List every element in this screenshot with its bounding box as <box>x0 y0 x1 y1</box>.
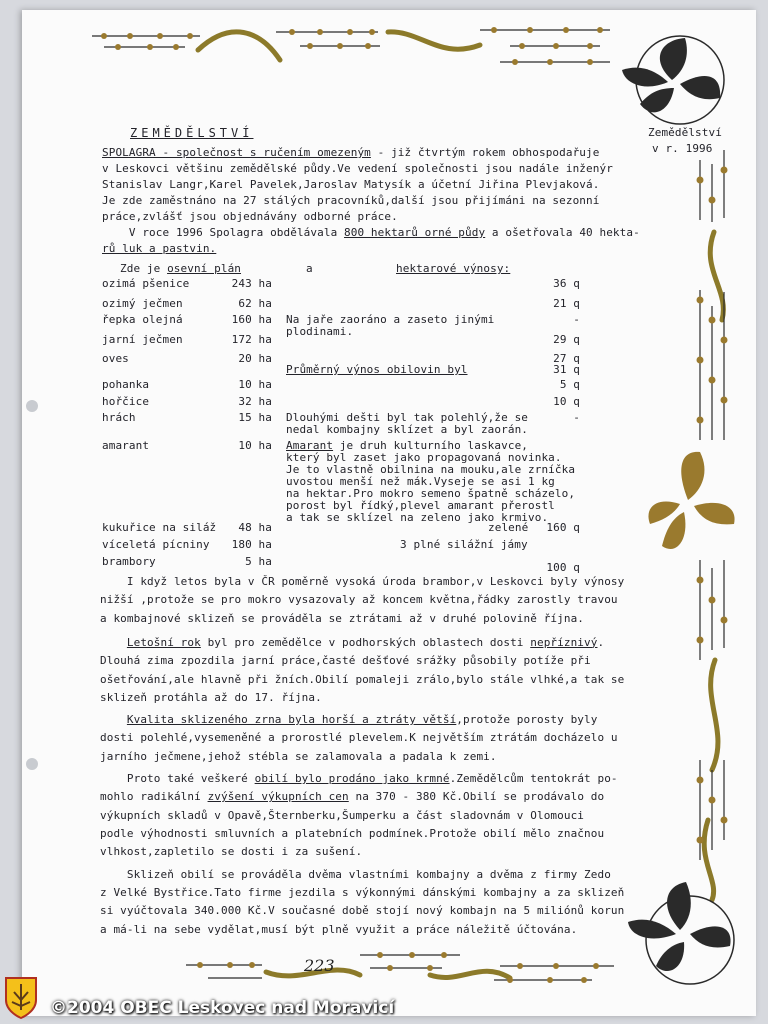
crop-note: Dlouhými dešti byl tak polehlý,že se <box>286 411 529 424</box>
text-run: Stanislav Langr,Karel Pavelek,Jaroslav Matysík a účetní Jiřina Plevjaková. <box>102 178 600 191</box>
text-run: . <box>597 635 605 649</box>
table-head-right: hektarové výnosy: <box>396 262 511 275</box>
crop-area: 10 ha <box>238 439 272 452</box>
text-run: jarního ječmene,jehož stébla se zalamovala a padala k zemi. <box>100 749 497 763</box>
crop-area: 180 ha <box>231 538 272 551</box>
text-line <box>100 593 618 606</box>
crop-yield: - <box>573 411 580 424</box>
text-run: ,protože porosty byly <box>456 713 598 726</box>
crop-yield: 36 q <box>553 277 580 290</box>
crop-note: Průměrný výnos obilovin byl <box>286 363 468 376</box>
text-line <box>100 845 362 858</box>
text-run: Letošní rok <box>126 635 201 649</box>
coat-of-arms-icon <box>4 976 38 1020</box>
text-line <box>100 790 604 803</box>
text-run: Kvalita sklizeného zrna byla horší a ztráty větší <box>126 713 457 726</box>
crop-name: jarní ječmen <box>102 333 183 346</box>
footer-copyright: ©2004 OBEC Leskovec nad Moravicí <box>50 998 395 1018</box>
text-run: a kombajnové sklizeň se prováděla se ztrátami až v druhé polovině října. <box>100 611 585 625</box>
crop-area: 15 ha <box>238 411 272 424</box>
crop-area: 10 ha <box>238 378 272 391</box>
text-line <box>100 827 604 840</box>
text-run: nepříznivý <box>530 635 598 649</box>
text-run: 800 hektarů orné půdy <box>344 226 486 239</box>
note-line: a tak se sklízel na zeleno jako krmivo. <box>286 511 549 524</box>
text-line <box>102 210 398 223</box>
crop-area: 20 ha <box>238 352 272 365</box>
text-run <box>100 713 127 726</box>
crop-yield: 27 q <box>553 352 580 365</box>
text-run: rů luk a pastvin. <box>102 242 217 255</box>
text-run: nižší ,protože se pro mokro vysazovaly až koncem května,řádky zarostly travou <box>100 593 618 607</box>
crop-yield: 160 q <box>546 521 580 534</box>
note-line: na hektar.Pro mokro semeno špatně scházelo, <box>286 487 576 500</box>
text-run: práce,zvlášť jsou objednávány odborné práce. <box>102 210 398 223</box>
note-line: uvostou menší než mák.Vyseje se asi 1 kg <box>286 475 555 488</box>
text-run: z Velké Bystřice.Tato firme jezdila s výkonnými dánskými kombajny a za sklizeň <box>100 885 625 899</box>
text-run: podle výhodnosti smluvních a platebních podmínek.Protože obilí mělo značnou <box>100 827 605 841</box>
crop-area: 5 ha <box>245 555 272 568</box>
crop-name: oves <box>102 352 129 365</box>
crop-name: pohanka <box>102 378 150 391</box>
note-line: který byl zaset jako propagovaná novinka. <box>286 451 562 464</box>
crop-area: 48 ha <box>238 521 272 534</box>
text-line <box>100 750 497 763</box>
text-line <box>100 691 322 704</box>
text-line <box>100 772 618 785</box>
text-run: Je zde zaměstnáno na 27 stálých pracovníků,další jsou přijímáni na sezonní <box>102 194 600 207</box>
text-line <box>102 194 599 207</box>
table-head-mid: a <box>306 262 313 275</box>
text-line <box>102 226 640 239</box>
crop-note: Na jaře zaoráno a zaseto jinými <box>286 313 495 326</box>
text-line <box>100 886 624 899</box>
text-run: si vyúčtovala 340.000 Kč.V současné době stojí nový kombajn na 5 miliónů korun <box>100 904 625 918</box>
crop-yield: 10 q <box>553 395 580 408</box>
text-run: výkupních skladů v Opavě,Šternberku,Šumperku a část sladovnám v Olomouci <box>100 808 585 822</box>
crop-area: 160 ha <box>231 313 272 326</box>
text-line <box>100 731 618 744</box>
crop-area: 32 ha <box>238 395 272 408</box>
table-head-left: Zde je osevní plán <box>120 262 242 275</box>
text-line <box>100 904 624 917</box>
crop-name: ozimý ječmen <box>102 297 183 310</box>
text-run <box>100 636 127 649</box>
crop-note: Amarant je druh kulturního laskavce, <box>286 439 529 452</box>
crop-yield: 21 q <box>553 297 580 310</box>
text-run: v Leskovci většinu zemědělské půdy.Ve vedení společnosti jsou nadále inženýr <box>102 162 613 175</box>
text-line <box>100 612 584 625</box>
crop-name: kukuřice na siláž <box>102 521 217 534</box>
page-number: 223 <box>304 956 335 975</box>
flower-top-right <box>622 36 724 124</box>
text-run: dosti polehlé,vysemeněné a prorostlé plevelem.K největším ztrátám docházelo u <box>100 731 618 745</box>
text-run: byl pro zemědělce v podhorských oblastech dosti <box>200 635 531 649</box>
text-run: na 370 - 380 Kč.Obilí se prodávalo do <box>348 790 605 804</box>
text-run: - již čtvrtým rokem obhospodařuje <box>370 146 600 159</box>
text-line <box>100 923 577 936</box>
crop-note: zelené <box>488 521 529 534</box>
flower-bottom-right <box>628 882 734 984</box>
text-line <box>102 178 599 191</box>
flower-middle-right <box>648 452 734 549</box>
text-run: Dlouhá zima zpozdila jarní práce,časté dešťové srážky působily potíže při <box>100 654 591 668</box>
crop-yield: - <box>573 313 580 326</box>
footer-bar <box>0 996 768 1024</box>
page-title: ZEMĚDĚLSTVÍ <box>130 126 254 140</box>
text-run: obilí bylo prodáno jako krmné <box>254 771 450 785</box>
text-line <box>100 713 597 726</box>
text-run: vlhkost,zapletilo se dosti i za sušení. <box>100 845 363 859</box>
text-run: mohlo radikální <box>100 790 208 804</box>
text-run: Sklizeň obilí se prováděla dvěma vlastními kombajny a dvěma z firmy Zedo <box>100 867 611 881</box>
side-note-line2: v r. 1996 <box>652 142 713 155</box>
text-line <box>100 868 611 881</box>
note-line: porost byl řídký,plevel amarant přerostl <box>286 499 555 512</box>
text-line <box>102 242 216 255</box>
crop-yield: 5 q <box>559 378 580 391</box>
text-line <box>100 809 584 822</box>
text-run: a ošetřovala 40 hekta- <box>485 226 640 239</box>
crop-note: 3 plné silážní jámy <box>400 538 528 551</box>
text-run: I když letos byla v ČR poměrně vysoká úroda brambor,v Leskovci byly výnosy <box>100 575 625 588</box>
text-line <box>100 636 604 649</box>
crop-area: 172 ha <box>231 333 272 346</box>
note-line: Je to vlastně obilnina na mouku,ale zrníčka <box>286 463 576 476</box>
side-note-line1: Zemědělství <box>648 126 722 139</box>
crop-name: hrách <box>102 411 136 424</box>
crop-name: ozimá pšenice <box>102 277 190 290</box>
crop-name: amarant <box>102 439 150 452</box>
text-run: sklizeň protáhla až do 17. října. <box>100 690 322 704</box>
crop-note: nedal kombajny sklízet a byl zaorán. <box>286 423 529 436</box>
crop-note: plodinami. <box>286 325 354 338</box>
crop-area: 243 ha <box>231 277 272 290</box>
text-line <box>100 575 624 588</box>
crop-name: hořčice <box>102 395 150 408</box>
crop-name: víceletá pícniny <box>102 538 210 551</box>
crop-area: 62 ha <box>238 297 272 310</box>
crop-name: řepka olejná <box>102 313 183 326</box>
text-run: zvýšení výkupních cen <box>207 790 349 804</box>
text-run: V roce 1996 Spolagra obdělávala <box>102 226 345 239</box>
text-run: .Zemědělcům tentokrát po- <box>449 771 618 785</box>
text-line <box>100 654 591 667</box>
crop-name: brambory <box>102 555 156 568</box>
text-run: Proto také veškeré <box>100 771 255 785</box>
text-line <box>100 673 624 686</box>
text-run: a má-li na sebe vydělat,musí být plně využit a práce náležitě účtována. <box>100 922 578 936</box>
text-run: ošetřování,ale hlavně při žních.Obilí pomaleji zrálo,bylo stále vlhké,a tak se <box>100 672 625 686</box>
crop-yield: 100 q <box>546 561 580 574</box>
crop-yield: 29 q <box>553 333 580 346</box>
text-line <box>102 162 613 175</box>
crop-yield: 31 q <box>553 363 580 376</box>
text-line <box>102 146 599 159</box>
text-run: SPOLAGRA - společnost s ručením omezeným <box>102 146 371 159</box>
